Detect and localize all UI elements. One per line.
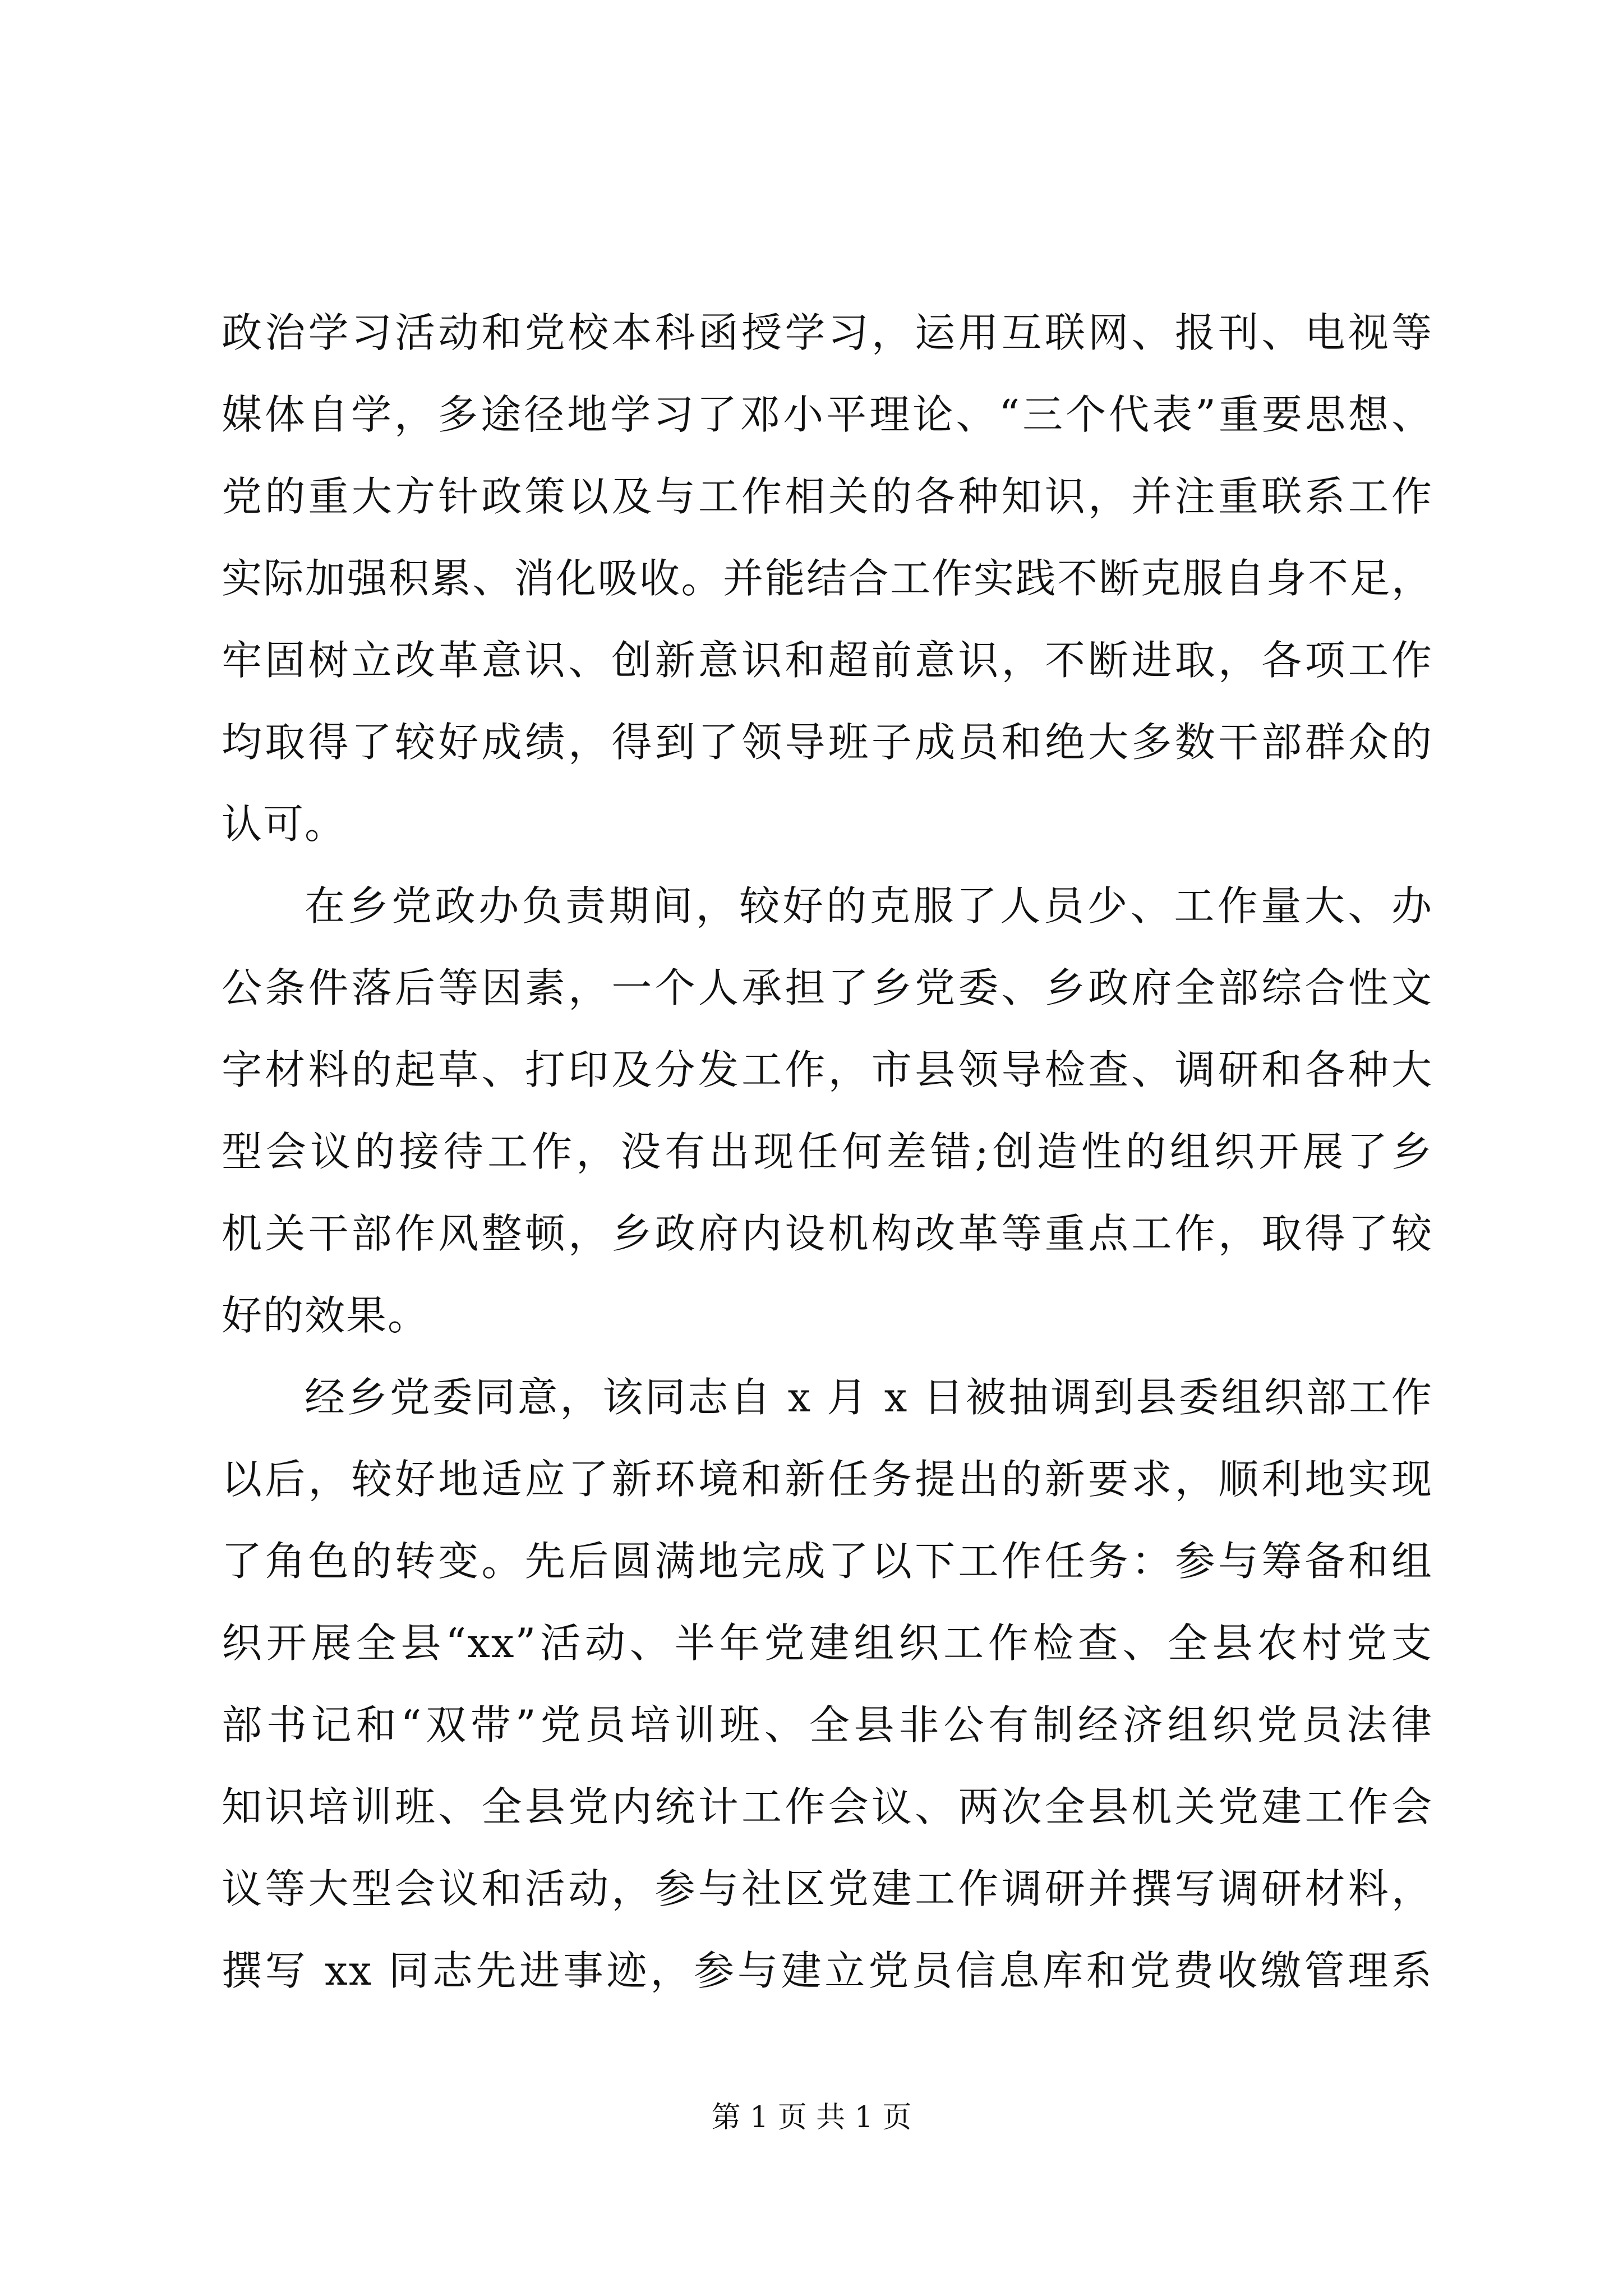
page-number-label: 第 1 页 共 1 页 (711, 2101, 912, 2134)
text-line: 认可。 (222, 800, 347, 848)
text-line: 均取得了较好成绩，得到了领导班子成员和绝大多数干部群众的 (222, 719, 1433, 766)
text-line: 好的效果。 (222, 1292, 430, 1339)
text-line: 机关干部作风整顿，乡政府内设机构改革等重点工作，取得了较 (222, 1210, 1433, 1257)
text-line: 字材料的起草、打印及分发工作，市县领导检查、调研和各种大 (222, 1046, 1433, 1093)
page-footer (0, 2098, 1623, 2137)
text-line: 部书记和“双带”党员培训班、全县非公有制经济组织党员法律 (222, 1701, 1433, 1749)
text-line: 公条件落后等因素，一个人承担了乡党委、乡政府全部综合性文 (222, 964, 1433, 1011)
text-line: 牢固树立改革意识、创新意识和超前意识，不断进取，各项工作 (222, 637, 1433, 684)
paragraph-first-line: 在乡党政办负责期间，较好的克服了人员少、工作量大、办 (305, 882, 1433, 930)
text-line: 议等大型会议和活动，参与社区党建工作调研并撰写调研材料， (222, 1865, 1433, 1912)
text-line: 以后，较好地适应了新环境和新任务提出的新要求，顺利地实现 (222, 1456, 1433, 1503)
text-line: 撰写 xx 同志先进事迹，参与建立党员信息库和党费收缴管理系 (222, 1947, 1433, 1994)
text-line: 政治学习活动和党校本科函授学习，运用互联网、报刊、电视等 (222, 309, 1433, 356)
text-line: 实际加强积累、消化吸收。并能结合工作实践不断克服自身不足， (222, 555, 1433, 602)
paragraph-first-line: 经乡党委同意，该同志自 x 月 x 日被抽调到县委组织部工作 (305, 1374, 1433, 1421)
text-line: 媒体自学，多途径地学习了邓小平理论、“三个代表”重要思想、 (222, 391, 1433, 438)
text-line: 了角色的转变。先后圆满地完成了以下工作任务：参与筹备和组 (222, 1538, 1433, 1585)
text-line: 织开展全县“xx”活动、半年党建组织工作检查、全县农村党支 (222, 1619, 1433, 1667)
text-line: 知识培训班、全县党内统计工作会议、两次全县机关党建工作会 (222, 1783, 1433, 1830)
document-body (222, 292, 1433, 2012)
text-line: 型会议的接待工作，没有出现任何差错;创造性的组织开展了乡 (222, 1128, 1433, 1175)
text-line: 党的重大方针政策以及与工作相关的各种知识，并注重联系工作 (222, 473, 1433, 520)
